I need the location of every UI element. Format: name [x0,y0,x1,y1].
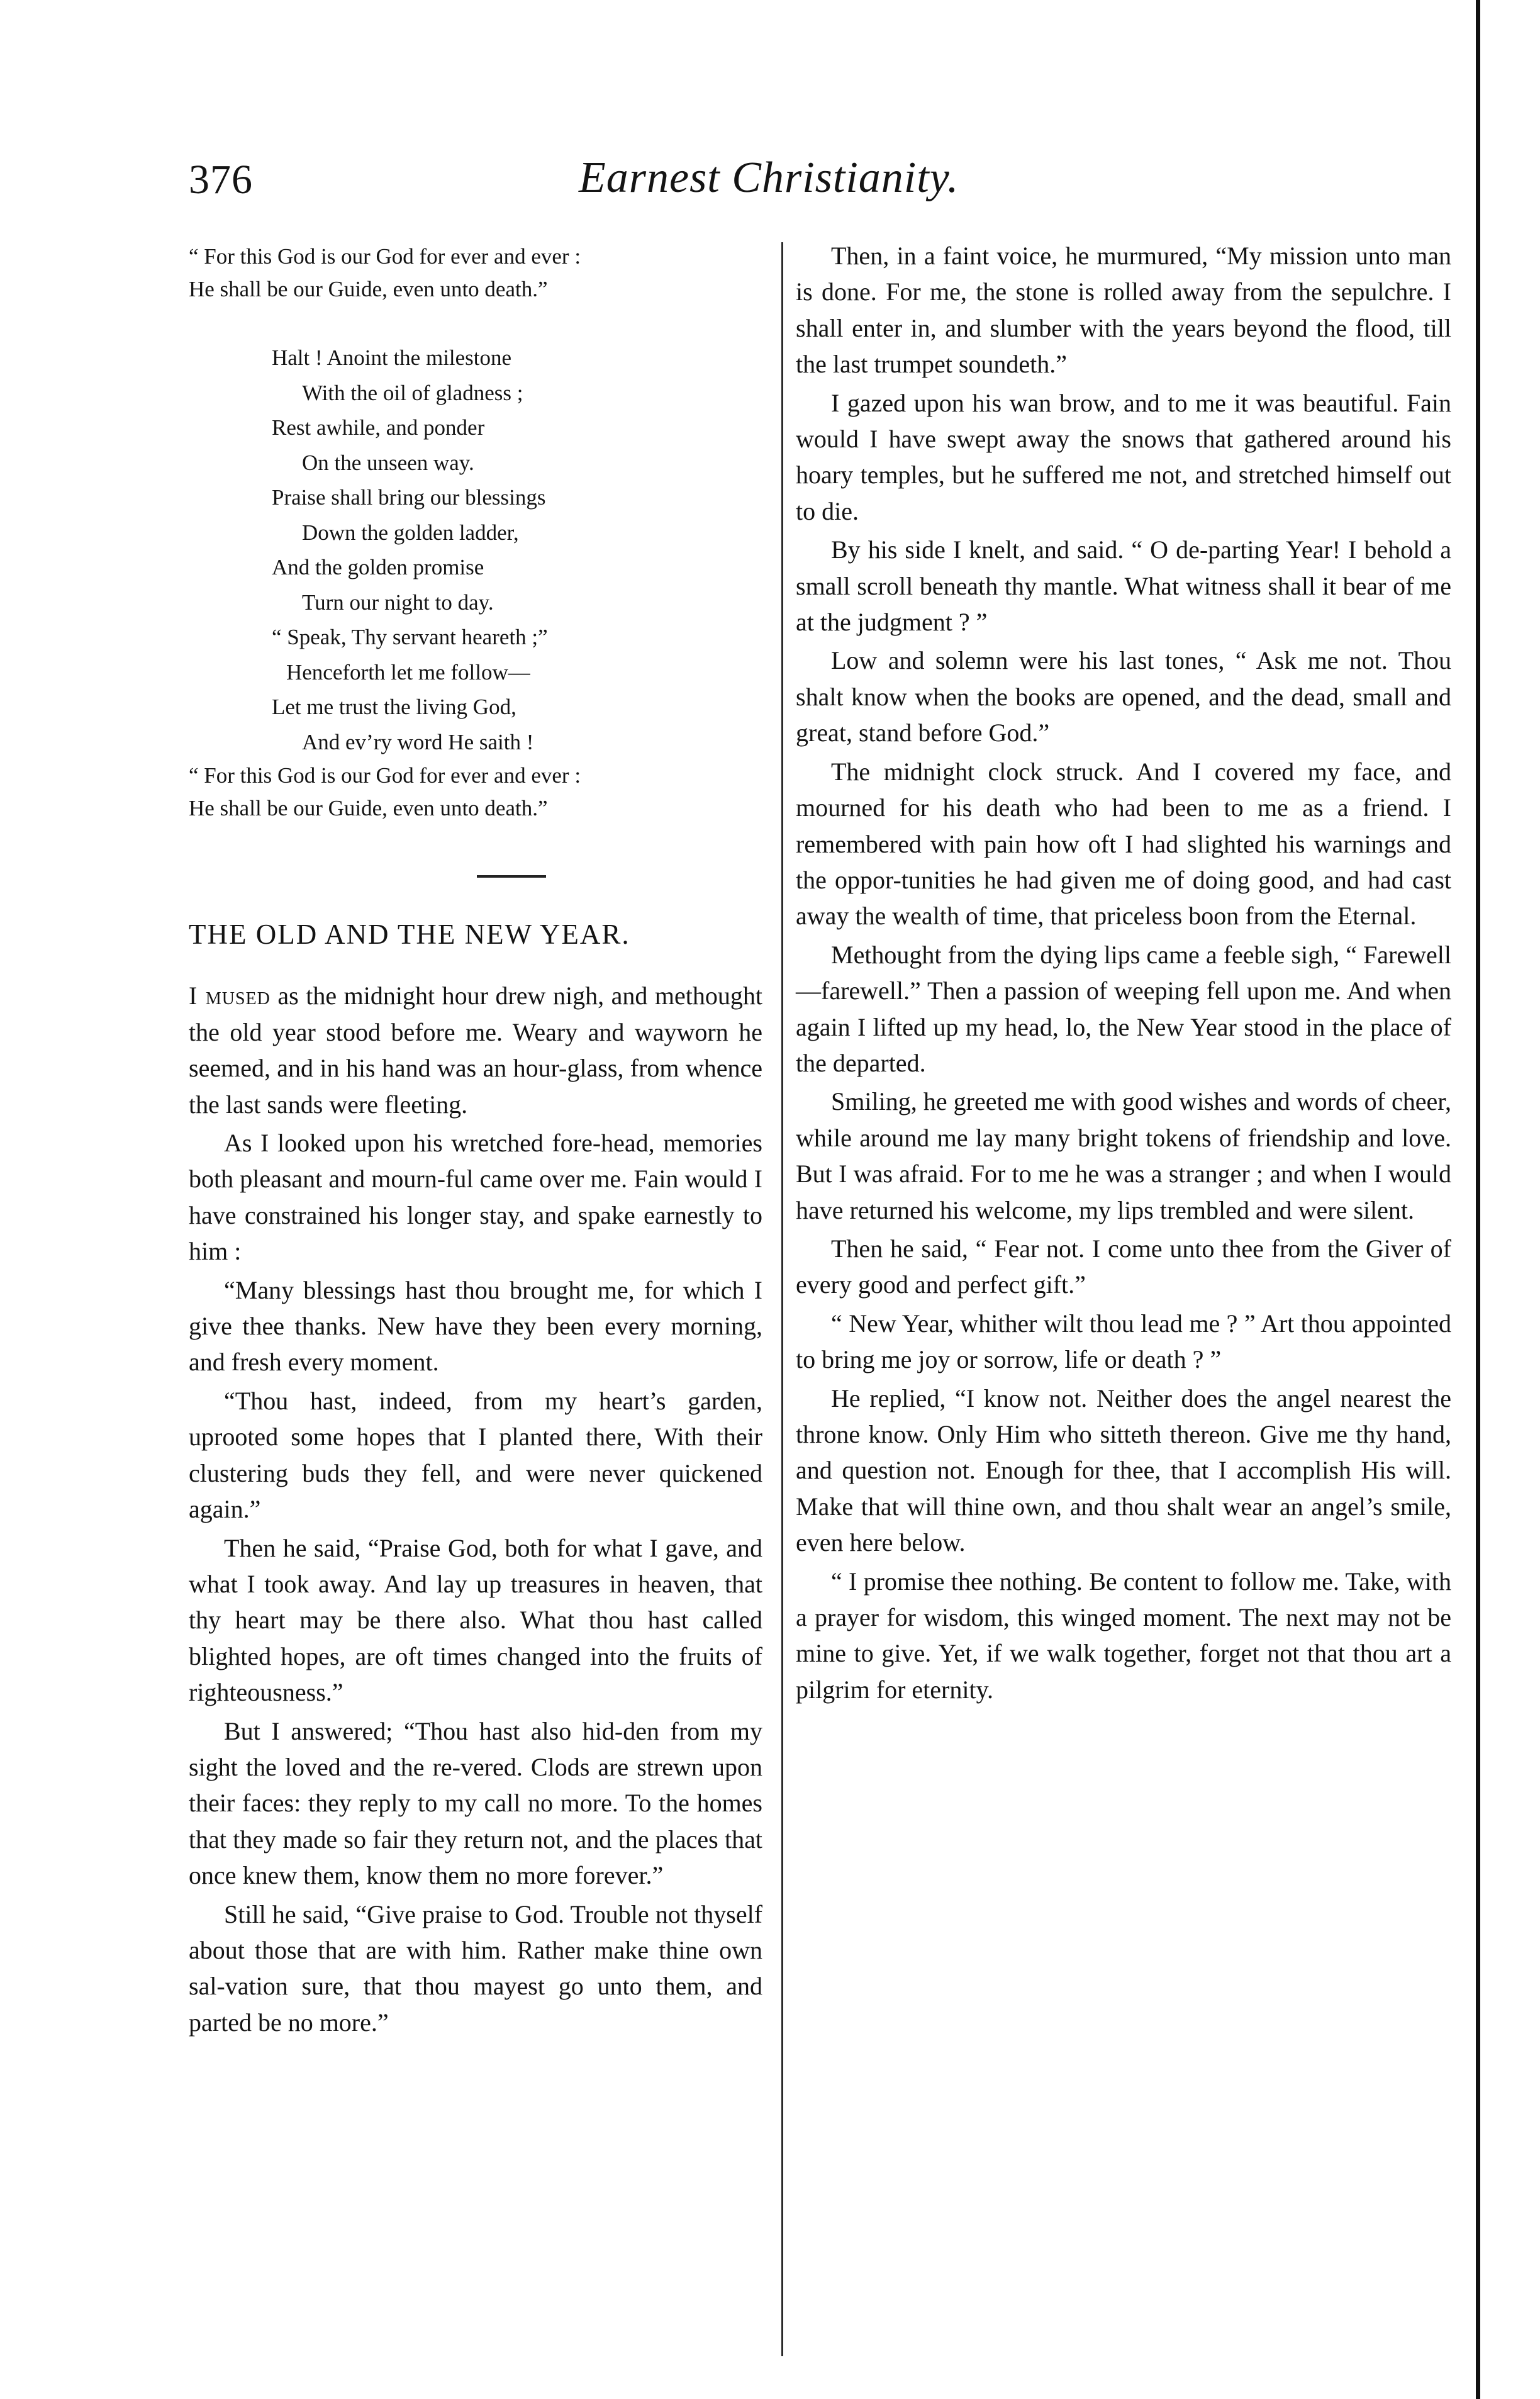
poem-line: “ Speak, Thy servant heareth ;” [272,625,548,649]
poem-line: On the unseen way. [302,450,474,475]
poem-line: Henceforth let me follow— [286,659,530,685]
page-edge-rule [1476,0,1480,2399]
paragraph: Then he said, “ Fear not. I come unto thee from the Giver of every good and perfect gift.” [796,1234,1451,1299]
article-title: THE OLD AND THE NEW YEAR. [189,919,630,950]
paragraph: Smiling, he greeted me with good wishes and words of cheer, while around me lay many bright tokens of friendship and love. But I was afraid. For to me he was a stranger ; and when I would have returned his welcome, my lips trembled and were silent. [796,1087,1451,1224]
paragraph: But I answered; “Thou hast also hid-den from my sight the loved and the re-vered. Clods are strewn upon their faces: they reply to my call no more. To the homes that they made so fair they return not, and the places that once knew them, know them no more forever.” [189,1716,762,1890]
refrain-line: He shall be our Guide, even unto death.” [189,277,548,301]
paragraph: Still he said, “Give praise to God. Trouble not thyself about those that are with him. Rather make thine own sal-vation sure, that thou mayest go unto them, and parted be no more.” [189,1899,762,2037]
paragraph: As I looked upon his wretched fore-head, memories both pleasant and mourn-ful came over me. Fain would I have constrained his longer stay, and spake earnestly to him : [189,1129,762,1266]
paragraph: I gazed upon his wan brow, and to me it was beautiful. Fain would I have swept away the snows that gathered around his hoary temples, but he suffered me not, and stretched himself out to die. [796,388,1451,525]
poem-line: And ev’ry word He saith ! [302,729,534,754]
poem-line: Praise shall bring our blessings [272,485,546,510]
poem-line: Down the golden ladder, [302,520,519,545]
poem-line: Rest awhile, and ponder [272,415,485,440]
paragraph: He replied, “I know not. Neither does the angel nearest the throne know. Only Him who sitteth thereon. Give me thy hand, and question not. Enough for thee, that I accomplish His will. Make that will thine own, and thou shalt wear an angel’s smile, even here below. [796,1384,1451,1557]
column-divider [781,242,783,2356]
left-column [189,240,762,2043]
paragraph [189,978,762,1122]
paragraph: “Thou hast, indeed, from my heart’s garden, uprooted some hopes that I planted there, With their clustering buds they fell, and were never quickened again.” [189,1386,762,1524]
poem-line: Halt ! Anoint the milestone [272,345,512,370]
paragraph: The midnight clock struck. And I covered my face, and mourned for his death who had been to me as a friend. I remembered with pain how oft I had slighted his warnings and the oppor-tunities he had given me of doing good, and had cast away the wealth of time, that priceless boon from the Eternal. [796,757,1451,931]
paragraph: “Many blessings hast thou brought me, for which I give thee thanks. New have they been every morning, and fresh every moment. [189,1275,762,1377]
poem-line: Let me trust the living God, [272,695,516,719]
right-column [796,238,1451,1710]
paragraph-text: as the midnight hour drew nigh, and methought the old year stood before me. Weary and wayworn he seemed, and in his hand was an hour-glass, from whence the last sands were fleeting. [189,981,762,1119]
paragraph: “ New Year, whither wilt thou lead me ? ” Art thou appointed to bring me joy or sorrow, life or death ? ” [796,1309,1451,1374]
running-title: Earnest Christianity. [579,154,959,202]
section-divider [477,875,546,878]
poem [189,340,762,759]
paragraph: Then, in a faint voice, he murmured, “My mission unto man is done. For me, the stone is rolled away from the sepulchre. I shall enter in, and slumber with the years beyond the flood, till the last trumpet soundeth.” [796,242,1451,379]
refrain-line: He shall be our Guide, even unto death.” [189,796,548,820]
page-number: 376 [189,157,253,203]
closing-refrain [189,759,762,825]
paragraph: “ I promise thee nothing. Be content to follow me. Take, with a prayer for wisdom, this winged moment. The next may not be mine to give. Yet, if we walk together, forget not that thou art a pilgrim for eternity. [796,1567,1451,1704]
paragraph: Methought from the dying lips came a feeble sigh, “ Farewell—farewell.” Then a passion of weeping fell upon me. And when again I lifted up my head, lo, the New Year stood in the place of the departed. [796,940,1451,1077]
paragraph: Low and solemn were his last tones, “ Ask me not. Thou shalt know when the books are opened, and the dead, small and great, stand before God.” [796,646,1451,747]
paragraph: By his side I knelt, and said. “ O de-parting Year! I behold a small scroll beneath thy mantle. What witness shall it bear of me at the judgment ? ” [796,535,1451,637]
poem-line: Turn our night to day. [302,590,494,615]
poem-line: With the oil of gladness ; [302,380,523,405]
refrain-line: “ For this God is our God for ever and ever : [189,763,581,788]
refrain-line: “ For this God is our God for ever and ever : [189,244,581,269]
opening-words: I mused [189,981,271,1010]
paragraph: Then he said, “Praise God, both for what I gave, and what I took away. And lay up treasures in heaven, that thy heart may be there also. What thou hast called blighted hopes, are oft times changed into the fruits of righteousness.” [189,1533,762,1707]
opening-refrain [189,240,762,306]
poem-line: And the golden promise [272,555,484,579]
